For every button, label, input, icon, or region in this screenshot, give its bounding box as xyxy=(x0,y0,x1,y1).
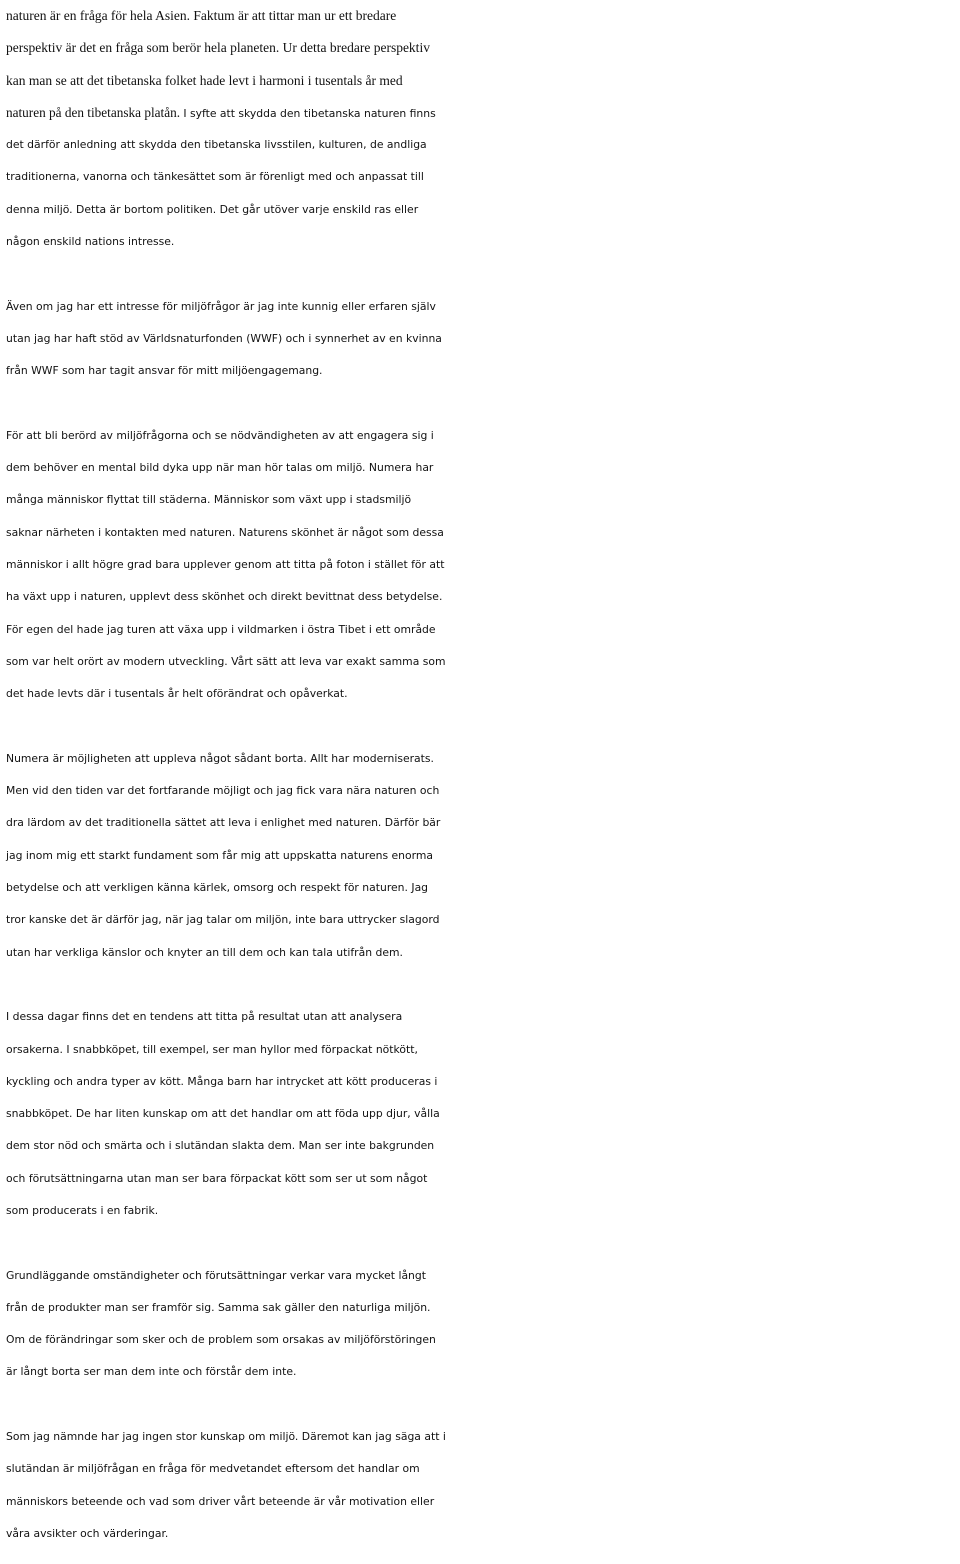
text-line: våra avsikter och värderingar. xyxy=(6,1526,169,1540)
text-line: som var helt orört av modern utveckling. Vårt sätt att leva var exakt samma som xyxy=(6,654,446,668)
text-line: För att bli berörd av miljöfrågorna och se nödvändigheten av att engagera sig i xyxy=(6,428,434,442)
text-line: snabbköpet. De har liten kunskap om att det handlar om att föda upp djur, vålla xyxy=(6,1107,440,1121)
paragraph-gap xyxy=(6,258,956,290)
paragraph xyxy=(6,743,956,969)
paragraph xyxy=(6,291,956,388)
text-line: kan man se att det tibetanska folket hade levt i harmoni i tusentals år med xyxy=(6,72,403,88)
text-line: betydelse och att verkligen känna kärlek, omsorg och respekt för naturen. Jag xyxy=(6,881,429,895)
paragraph xyxy=(6,0,956,258)
paragraph-gap xyxy=(6,711,956,743)
text-line: perspektiv är det en fråga som berör hela planeten. Ur detta bredare perspektiv xyxy=(6,40,430,56)
text-line: någon enskild nations intresse. xyxy=(6,235,175,249)
text-line: och förutsättningarna utan man ser bara förpackat kött som ser ut som något xyxy=(6,1171,428,1185)
text-line: utan har verkliga känslor och knyter an till dem och kan tala utifrån dem. xyxy=(6,945,403,959)
text-line: saknar närheten i kontakten med naturen. Naturens skönhet är något som dessa xyxy=(6,525,444,539)
text-line: Om de förändringar som sker och de problem som orsakas av miljöförstöringen xyxy=(6,1333,436,1347)
text-line: från de produkter man ser framför sig. Samma sak gäller den naturliga miljön. xyxy=(6,1300,431,1314)
text-line: ha växt upp i naturen, upplevt dess skönhet och direkt bevittnat dess betydelse. xyxy=(6,590,443,604)
text-line: slutändan är miljöfrågan en fråga för medvetandet eftersom det handlar om xyxy=(6,1462,420,1476)
text-line: I dessa dagar finns det en tendens att titta på resultat utan att analysera xyxy=(6,1010,403,1024)
text-line: jag inom mig ett starkt fundament som får mig att uppskatta naturens enorma xyxy=(6,848,434,862)
text-line: traditionerna, vanorna och tänkesättet som är förenligt med och anpassat till xyxy=(6,170,424,184)
paragraph xyxy=(6,1421,956,1550)
paragraph xyxy=(6,1260,956,1389)
text-line: människors beteende och vad som driver vårt beteende är vår motivation eller xyxy=(6,1494,435,1508)
text-line: från WWF som har tagit ansvar för mitt miljöengagemang. xyxy=(6,364,323,378)
text-line: människor i allt högre grad bara upplever genom att titta på foton i stället för att xyxy=(6,558,445,572)
text-line: tror kanske det är därför jag, när jag talar om miljön, inte bara uttrycker slagord xyxy=(6,913,440,927)
text-line: det hade levts där i tusentals år helt oförändrat och opåverkat. xyxy=(6,687,348,701)
text-line: naturen är en fråga för hela Asien. Faktum är att tittar man ur ett bredare xyxy=(6,8,397,23)
text-line xyxy=(6,97,956,129)
text-line: dra lärdom av det traditionella sättet att leva i enlighet med naturen. Därför bär xyxy=(6,816,441,830)
text-line: denna miljö. Detta är bortom politiken. Det går utöver varje enskild ras eller xyxy=(6,202,419,216)
text-line: utan jag har haft stöd av Världsnaturfonden (WWF) och i synnerhet av en kvinna xyxy=(6,331,442,345)
paragraph xyxy=(6,1001,956,1227)
text-line: dem behöver en mental bild dyka upp när man hör talas om miljö. Numera har xyxy=(6,461,434,475)
text-line: är långt borta ser man dem inte och förstår dem inte. xyxy=(6,1365,297,1379)
text-line: Grundläggande omständigheter och förutsättningar verkar vara mycket långt xyxy=(6,1268,426,1282)
paragraph xyxy=(6,420,956,711)
text-span: naturen på den tibetanska platån. xyxy=(6,104,184,120)
text-line: Numera är möjligheten att uppleva något sådant borta. Allt har moderniserats. xyxy=(6,751,434,765)
text-line: som producerats i en fabrik. xyxy=(6,1203,159,1217)
text-line: det därför anledning att skydda den tibetanska livsstilen, kulturen, de andliga xyxy=(6,138,427,152)
text-line: orsakerna. I snabbköpet, till exempel, ser man hyllor med förpackat nötkött, xyxy=(6,1042,418,1056)
text-line: Som jag nämnde har jag ingen stor kunskap om miljö. Däremot kan jag säga att i xyxy=(6,1430,446,1444)
text-line: Men vid den tiden var det fortfarande möjligt och jag fick vara nära naturen och xyxy=(6,784,440,798)
paragraph-gap xyxy=(6,1227,956,1259)
text-line: dem stor nöd och smärta och i slutändan slakta dem. Man ser inte bakgrunden xyxy=(6,1139,435,1153)
document-page xyxy=(6,0,956,1550)
paragraph-gap xyxy=(6,969,956,1001)
text-span: I syfte att skydda den tibetanska naturen finns xyxy=(183,106,436,120)
text-line: Även om jag har ett intresse för miljöfrågor är jag inte kunnig eller erfaren själv xyxy=(6,299,436,313)
text-line: kyckling och andra typer av kött. Många barn har intrycket att kött produceras i xyxy=(6,1074,438,1088)
text-line: många människor flyttat till städerna. Människor som växt upp i stadsmiljö xyxy=(6,493,412,507)
text-line: För egen del hade jag turen att växa upp i vildmarken i östra Tibet i ett område xyxy=(6,622,436,636)
paragraph-gap xyxy=(6,388,956,420)
paragraph-gap xyxy=(6,1389,956,1421)
